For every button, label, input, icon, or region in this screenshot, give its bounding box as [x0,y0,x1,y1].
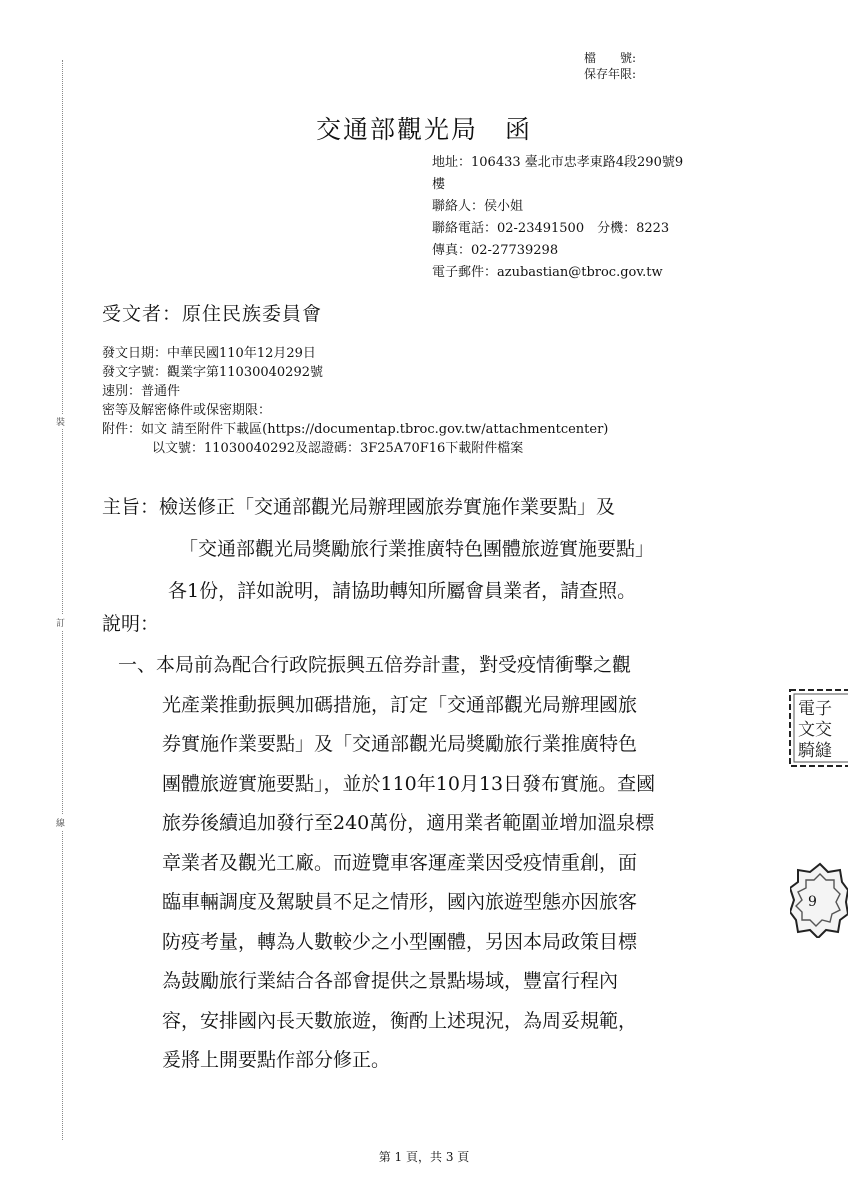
subject-line-2: 「交通部觀光局獎勵旅行業推廣特色團體旅遊實施要點」 [179,538,655,560]
urgency: 速別：普通件 [102,384,181,399]
page-seal-icon [790,862,848,938]
item-line: 為鼓勵旅行業結合各部會提供之景點場域，豐富行程內 [162,970,619,992]
document-number: 發文字號：觀業字第11030040292號 [102,365,323,380]
subject-line-3: 各1份，詳如說明，請協助轉知所屬會員業者，請查照。 [168,580,637,602]
item-line: 章業者及觀光工廠。而遊覽車客運產業因受疫情重創，面 [162,851,638,874]
item-line: 爰將上開要點作部分修正。 [162,1049,391,1071]
item-line: 團體旅遊實施要點」，並於110年10月13日發布實施。查國 [162,772,656,795]
attachment-line-2: 以文號：11030040292及認證碼：3F25A70F16下載附件檔案 [152,441,524,456]
item-line: 臨車輛調度及駕駛員不足之情形，國內旅遊型態亦因旅客 [162,891,638,913]
stamp-text: 電子 [798,699,832,719]
binding-line [62,60,63,1140]
document-title: 交通部觀光局 函 [315,115,532,144]
binding-mark-xian: 線 [56,815,65,830]
issue-date: 發文日期：中華民國110年12月29日 [102,346,316,361]
recipient: 受文者：原住民族委員會 [102,303,323,325]
item-line: 旅券後續追加發行至240萬份，適用業者範圍並增加溫泉標 [162,812,655,834]
item-line: 光產業推動振興加碼措施，訂定「交通部觀光局辦理國旅 [162,693,638,716]
stamp-text: 文交 [798,720,832,740]
item-line: 券實施作業要點」及「交通部觀光局獎勵旅行業推廣特色 [162,733,638,755]
contact-email: 電子郵件：azubastian@tbroc.gov.tw [432,265,663,280]
confidentiality: 密等及解密條件或保密期限： [102,403,272,418]
archive-info [584,50,636,82]
contact-block [432,152,683,284]
binding-mark-zhuang: 裝 [56,414,65,429]
item-line: 容，安排國內長天數旅遊，衡酌上述現況，為周妥規範， [162,1009,638,1032]
contact-phone: 聯絡電話：02-23491500 分機：8223 [432,221,670,236]
contact-fax: 傳真：02-27739298 [432,243,559,258]
item-line: 防疫考量，轉為人數較少之小型團體，另因本局政策目標 [162,930,638,953]
contact-person: 聯絡人：侯小姐 [432,199,524,214]
seal-text: 9 [808,894,817,910]
stamp-text: 騎縫 [798,741,832,761]
attachment-line-1: 附件：如文 請至附件下載區(https://documentap.tbroc.gov.tw/attachmentcenter) [102,422,609,437]
file-number-label: 檔 號: [584,51,637,65]
subject-line-1: 主旨：檢送修正「交通部觀光局辦理國旅券實施作業要點」及 [102,496,616,518]
page-footer: 第 1 頁，共 3 頁 [378,1150,470,1164]
subject [102,486,654,612]
explanation-label: 說明： [102,613,160,635]
explanation-item-1 [118,646,655,1081]
retention-label: 保存年限: [584,67,637,81]
item-line: 一、本局前為配合行政院振興五倍券計畫，對受疫情衝擊之觀 [118,654,632,676]
document-meta [102,344,608,458]
binding-mark-ding: 訂 [56,615,65,630]
address-line-2: 樓 [432,177,446,192]
address-line-1: 地址：106433 臺北市忠孝東路4段290號9 [432,155,684,170]
electronic-stamp-icon [786,688,848,768]
